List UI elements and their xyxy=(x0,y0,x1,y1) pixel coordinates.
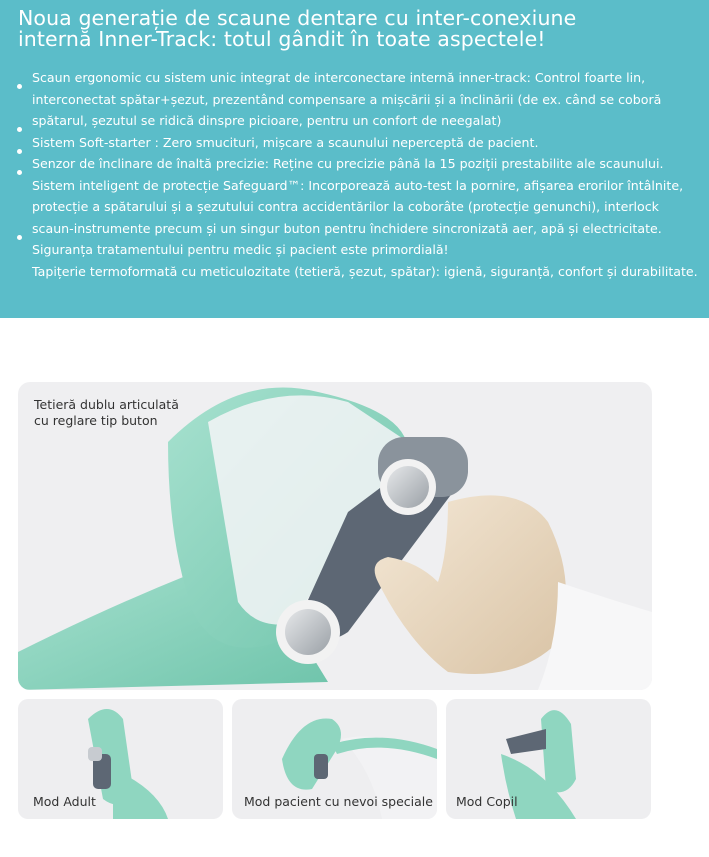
feature-line: Sistem Soft-starter : Zero smucituri, mișcare a scaunului neperceptă de pacient. xyxy=(14,132,699,154)
headline-line-2: internă Inner-Track: totul gândit în toate aspectele! xyxy=(18,27,546,51)
feature-line: Senzor de înclinare de înaltă precizie: Reține cu precizie până la 15 poziții prestabilite ale scaunului. xyxy=(14,153,699,175)
feature-line: Sistem inteligent de protecție Safeguard™: Incorporează auto-test la pornire, afișarea erorilor întâlnite, xyxy=(32,177,684,193)
headline-line-1: Noua generație de scaune dentare cu inter-conexiune xyxy=(18,6,577,30)
feature-line: scaun-instrumente precum și un singur buton pentru închidere sincronizată aer, apă și electricitate. xyxy=(14,218,699,240)
feature-line: Scaun ergonomic cu sistem unic integrat de interconectare internă inner-track: Control foarte lin, xyxy=(14,67,699,89)
mode-special-needs-label: Mod pacient cu nevoi speciale xyxy=(244,794,433,809)
feature-line: spătarul, șezutul se ridică dinspre picioare, pentru un confort de neegalat) xyxy=(14,110,699,132)
mode-special-needs-card xyxy=(232,699,437,819)
intro-banner xyxy=(0,0,709,318)
mode-child-label: Mod Copil xyxy=(456,794,518,809)
headrest-photo xyxy=(18,382,652,690)
feature-line: protecție a spătarului și a șezutului contra accidentărilor la coborâte (protecție genunchi), interlock xyxy=(32,199,659,214)
feature-list xyxy=(14,67,699,282)
headline xyxy=(18,8,691,50)
mode-child-card xyxy=(446,699,651,819)
headrest-caption xyxy=(34,397,179,429)
mode-adult-card xyxy=(18,699,223,819)
feature-line: Tapițerie termoformată cu meticulozitate (tetieră, șezut, spătar): igienă, siguranță, confort și durabilitate. xyxy=(32,263,698,279)
headrest-caption-line-1: Tetieră dublu articulată xyxy=(34,397,179,412)
feature-line: interconectat spătar+șezut, prezentând compensare a mișcării și a înclinării (de ex. când se coboră xyxy=(32,91,662,107)
feature-line: Siguranța tratamentului pentru medic și pacient este primordială! xyxy=(32,242,449,257)
headrest-caption-line-2: cu reglare tip buton xyxy=(34,413,158,428)
mode-adult-label: Mod Adult xyxy=(33,794,96,809)
